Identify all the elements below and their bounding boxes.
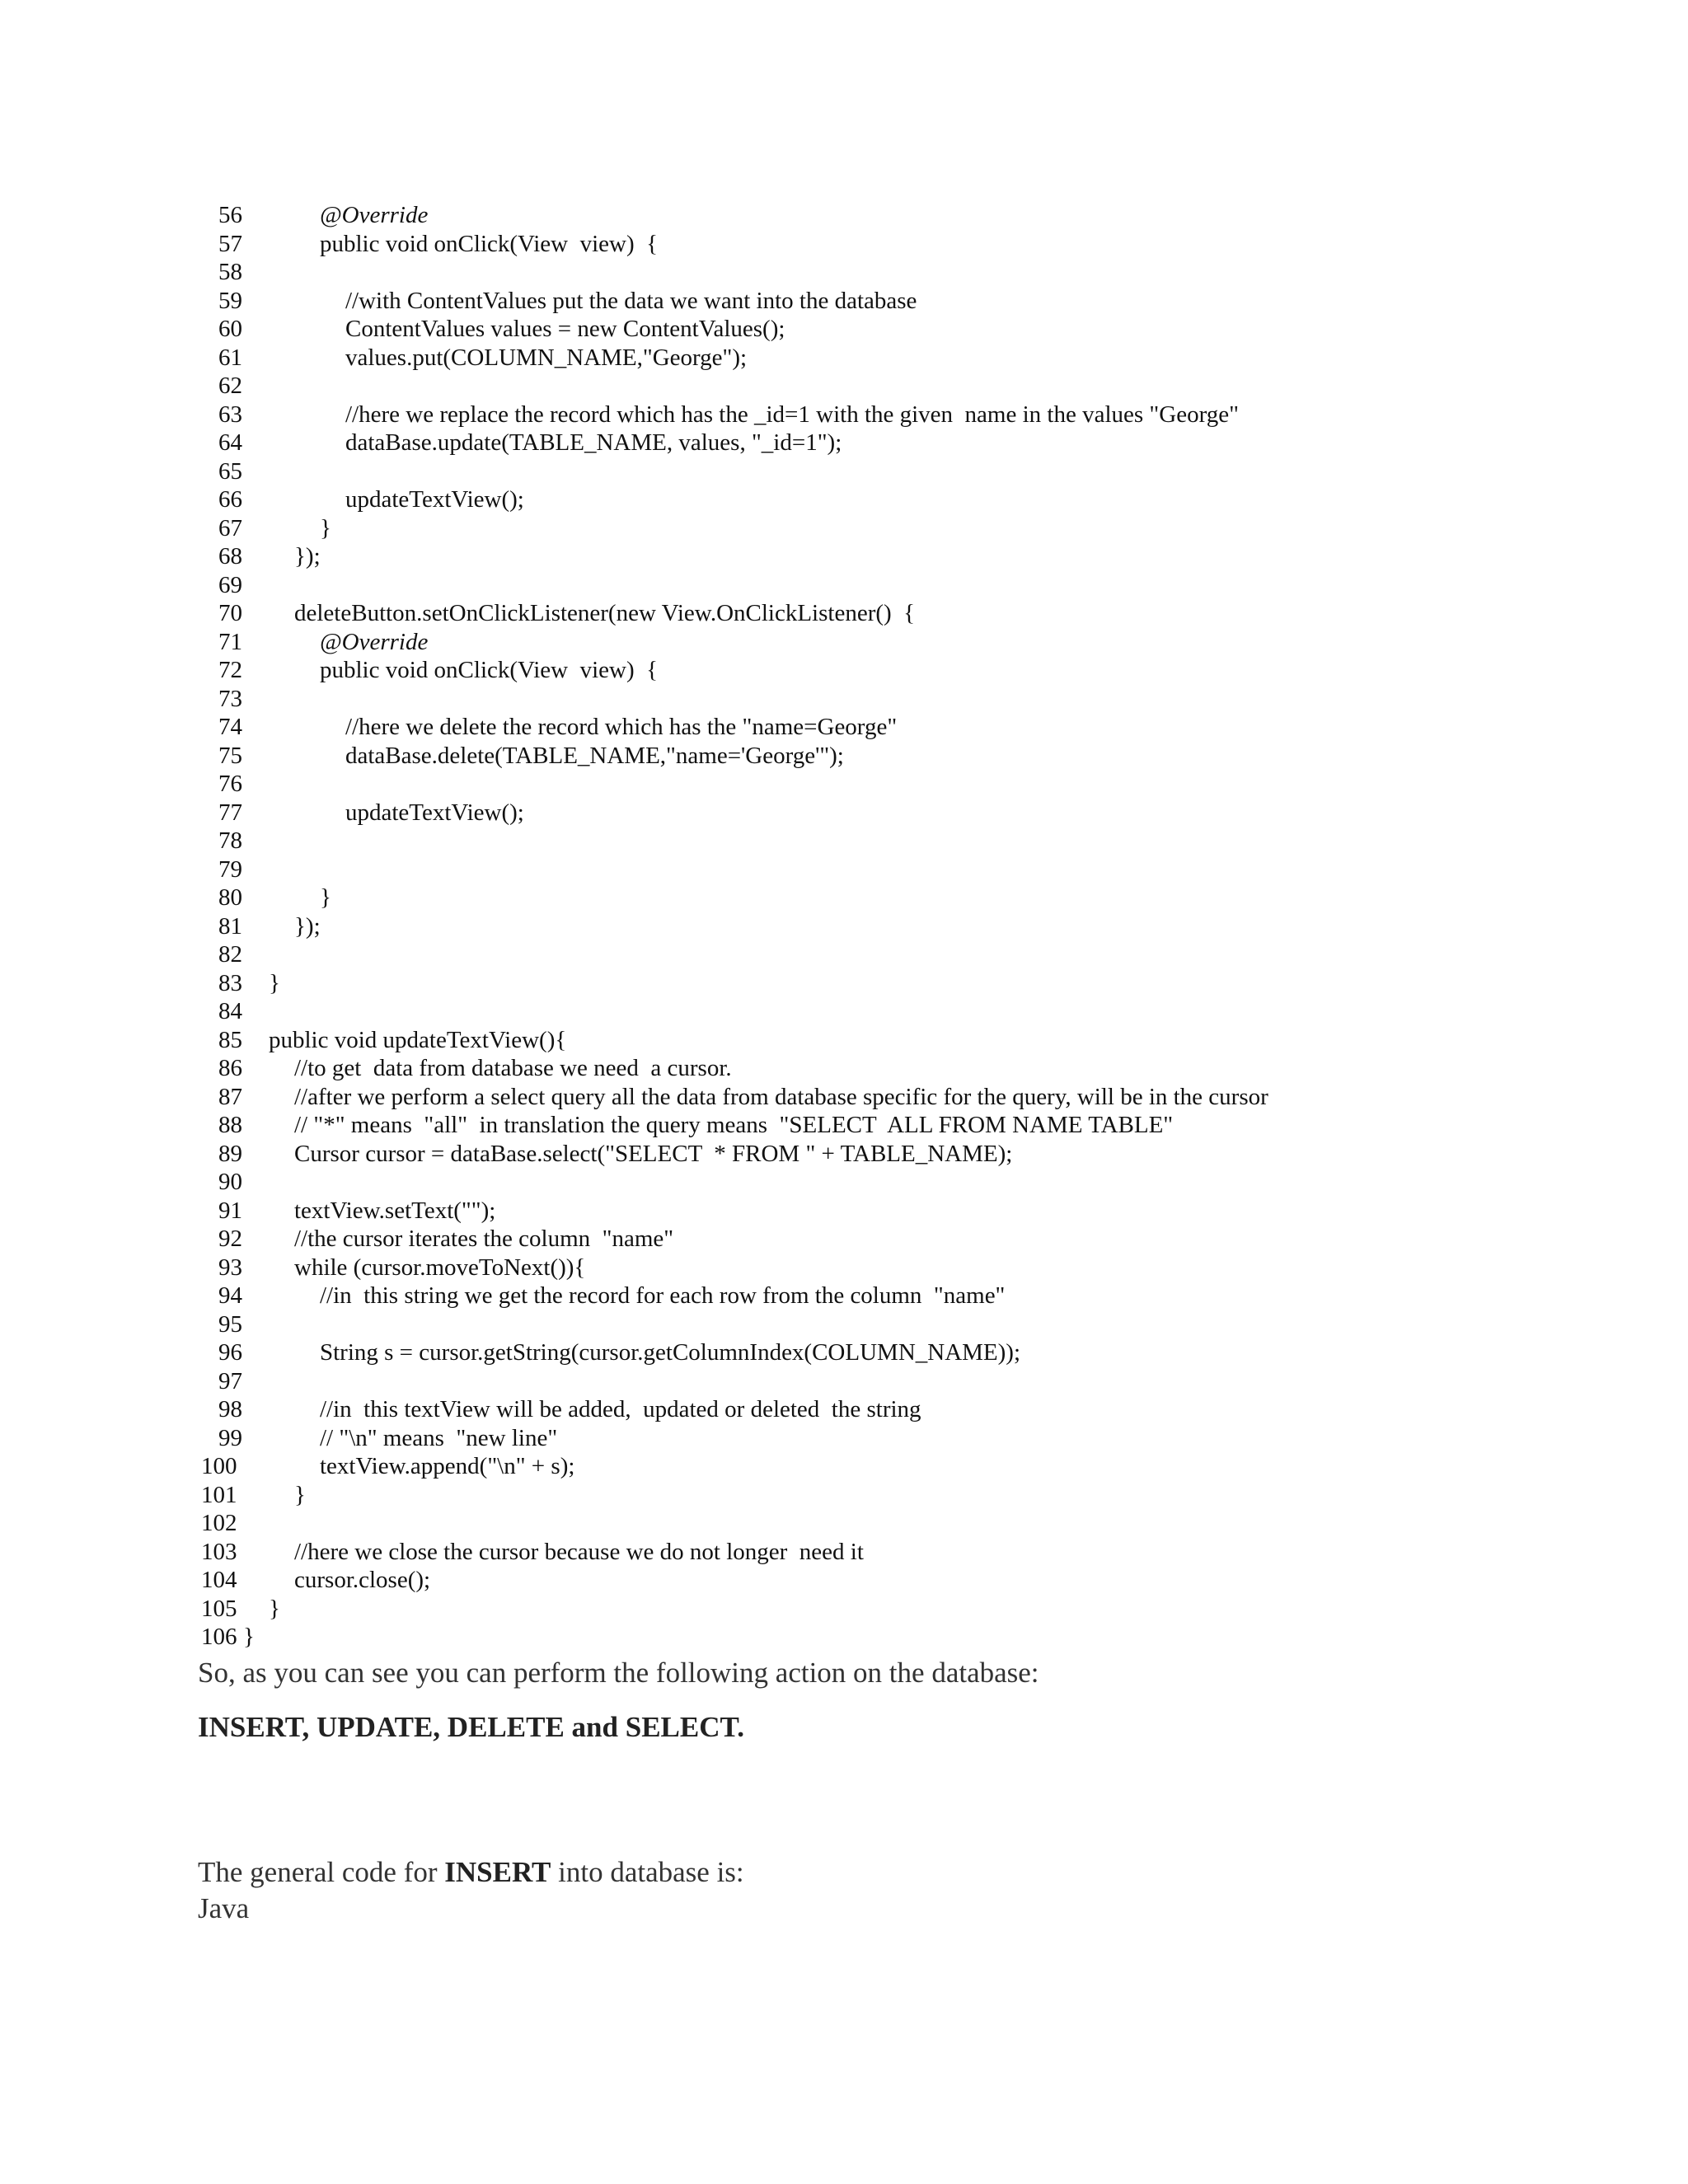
line-number: 79 [218,855,242,883]
code-text: values.put(COLUMN_NAME,"George"); [345,344,748,371]
code-line [201,742,1652,771]
code-text: //the cursor iterates the column "name" [294,1226,674,1252]
code-text: ContentValues values = new ContentValues(); [345,316,785,342]
code-line [201,713,1652,742]
code-line [201,1310,1652,1339]
database-operations-list: INSERT, UPDATE, DELETE and SELECT. [198,1711,745,1743]
code-line [201,1282,1652,1310]
line-number: 57 [218,230,242,257]
code-line [201,1254,1652,1282]
line-number: 56 [218,202,242,228]
code-line [201,1225,1652,1254]
line-number: 83 [218,969,242,996]
insert-heading-prefix: The general code for [198,1856,445,1888]
code-line [201,997,1652,1026]
insert-heading-suffix: into database is: [551,1856,744,1888]
line-number: 60 [218,316,242,342]
line-number: 106 [201,1624,237,1650]
code-line [201,1566,1652,1595]
code-text: }); [294,543,321,569]
line-number: 94 [218,1282,242,1309]
line-number: 89 [218,1140,242,1167]
code-text: String s = cursor.getString(cursor.getColumnIndex(COLUMN_NAME)); [320,1339,1021,1366]
code-text: //in this string we get the record for each row from the column "name" [320,1282,1006,1309]
line-number: 88 [218,1112,242,1138]
line-number: 97 [218,1367,242,1394]
code-line [201,1538,1652,1567]
code-text: public void onClick(View view) { [320,657,659,683]
line-number: 66 [218,486,242,513]
code-text: deleteButton.setOnClickListener(new View.OnClickListener() { [294,600,916,626]
line-number: 77 [218,799,242,826]
code-text: //after we perform a select query all the data from database specific for the query, will be in the cursor [294,1083,1268,1110]
code-listing [201,201,1652,1652]
line-number: 72 [218,657,242,683]
line-number: 67 [218,514,242,541]
code-line [201,1452,1652,1481]
line-number: 68 [218,543,242,569]
code-text: // "*" means "all" in translation the query means "SELECT ALL FROM NAME TABLE" [294,1112,1174,1138]
code-text: @Override [320,628,429,655]
line-number: 84 [218,998,242,1024]
code-line [201,457,1652,486]
line-number: 105 [201,1595,237,1622]
code-text: } [269,1595,280,1622]
line-number: 95 [218,1310,242,1338]
code-text: } [320,884,331,911]
code-text: updateTextView(); [345,799,524,826]
line-number: 64 [218,429,242,456]
code-text: } [320,514,331,541]
code-line [201,1168,1652,1197]
code-line [201,429,1652,457]
line-number: 75 [218,742,242,769]
code-line [201,1054,1652,1083]
line-number: 65 [218,457,242,485]
code-line [201,315,1652,344]
code-text: //here we close the cursor because we do not longer need it [294,1538,864,1565]
code-line [201,940,1652,969]
code-text: //with ContentValues put the data we want into the database [345,287,917,314]
code-text: //in this textView will be added, updated or deleted the string [320,1396,921,1422]
code-line [201,1481,1652,1510]
line-number: 104 [201,1567,237,1593]
code-line [201,1367,1652,1396]
code-text: textView.append("\n" + s); [320,1453,575,1479]
code-text: public void onClick(View view) { [320,230,659,257]
code-text: } [243,1624,255,1650]
line-number: 81 [218,912,242,940]
line-number: 93 [218,1254,242,1281]
code-line [201,372,1652,401]
code-text: // "\n" means "new line" [320,1424,558,1451]
code-line [201,1111,1652,1140]
code-line [201,1623,1652,1652]
code-line [201,685,1652,714]
insert-code-heading [198,1856,744,1889]
line-number: 87 [218,1083,242,1110]
line-number: 73 [218,685,242,712]
line-number: 96 [218,1339,242,1366]
code-text: dataBase.delete(TABLE_NAME,"name='George'"); [345,742,844,769]
line-number: 80 [218,884,242,911]
code-line [201,799,1652,827]
line-number: 100 [201,1453,237,1479]
code-text: //to get data from database we need a cursor. [294,1055,732,1081]
line-number: 59 [218,287,242,314]
line-number: 58 [218,259,242,285]
line-number: 78 [218,827,242,854]
code-text: public void updateTextView(){ [269,1026,567,1053]
line-number: 91 [218,1197,242,1224]
code-text: //here we replace the record which has the _id=1 with the given name in the values "George" [345,401,1239,428]
code-text: textView.setText(""); [294,1197,496,1224]
line-number: 99 [218,1424,242,1451]
code-line [201,883,1652,912]
code-line [201,770,1652,799]
line-number: 102 [201,1510,237,1536]
code-text: } [269,969,280,996]
code-line [201,827,1652,855]
code-line [201,514,1652,543]
code-line [201,1509,1652,1538]
code-line [201,1395,1652,1424]
code-line [201,969,1652,998]
code-line [201,485,1652,514]
code-line [201,599,1652,628]
code-text: }); [294,912,321,940]
line-number: 71 [218,628,242,655]
line-number: 74 [218,714,242,740]
language-label: Java [198,1892,250,1924]
code-line [201,912,1652,941]
code-line [201,1424,1652,1453]
line-number: 101 [201,1481,237,1508]
line-number: 103 [201,1538,237,1565]
code-text: dataBase.update(TABLE_NAME, values, "_id=1"); [345,429,842,456]
line-number: 82 [218,941,242,968]
line-number: 61 [218,344,242,371]
line-number: 98 [218,1396,242,1422]
line-number: 90 [218,1169,242,1195]
line-number: 86 [218,1055,242,1081]
code-line [201,201,1652,230]
code-line [201,1595,1652,1624]
insert-heading-keyword: INSERT [444,1856,551,1888]
line-number: 69 [218,571,242,598]
code-line [201,1083,1652,1112]
line-number: 85 [218,1026,242,1053]
code-line [201,1026,1652,1055]
line-number: 70 [218,600,242,626]
line-number: 92 [218,1226,242,1252]
code-line [201,628,1652,657]
code-line [201,287,1652,316]
code-text: //here we delete the record which has the "name=George" [345,714,898,740]
code-line [201,258,1652,287]
code-line [201,230,1652,259]
code-text: cursor.close(); [294,1567,431,1593]
code-line [201,855,1652,884]
line-number: 63 [218,401,242,428]
code-text: Cursor cursor = dataBase.select("SELECT * FROM " + TABLE_NAME); [294,1140,1013,1167]
code-line [201,1197,1652,1226]
code-line [201,1140,1652,1169]
code-text: } [294,1481,306,1508]
code-line [201,344,1652,373]
summary-sentence: So, as you can see you can perform the following action on the database: [198,1657,1039,1689]
code-line [201,571,1652,600]
code-line [201,542,1652,571]
line-number: 62 [218,373,242,399]
code-line [201,1338,1652,1367]
code-line [201,656,1652,685]
code-text: @Override [320,202,429,228]
code-text: while (cursor.moveToNext()){ [294,1254,586,1281]
code-text: updateTextView(); [345,486,524,513]
code-line [201,401,1652,429]
line-number: 76 [218,771,242,797]
